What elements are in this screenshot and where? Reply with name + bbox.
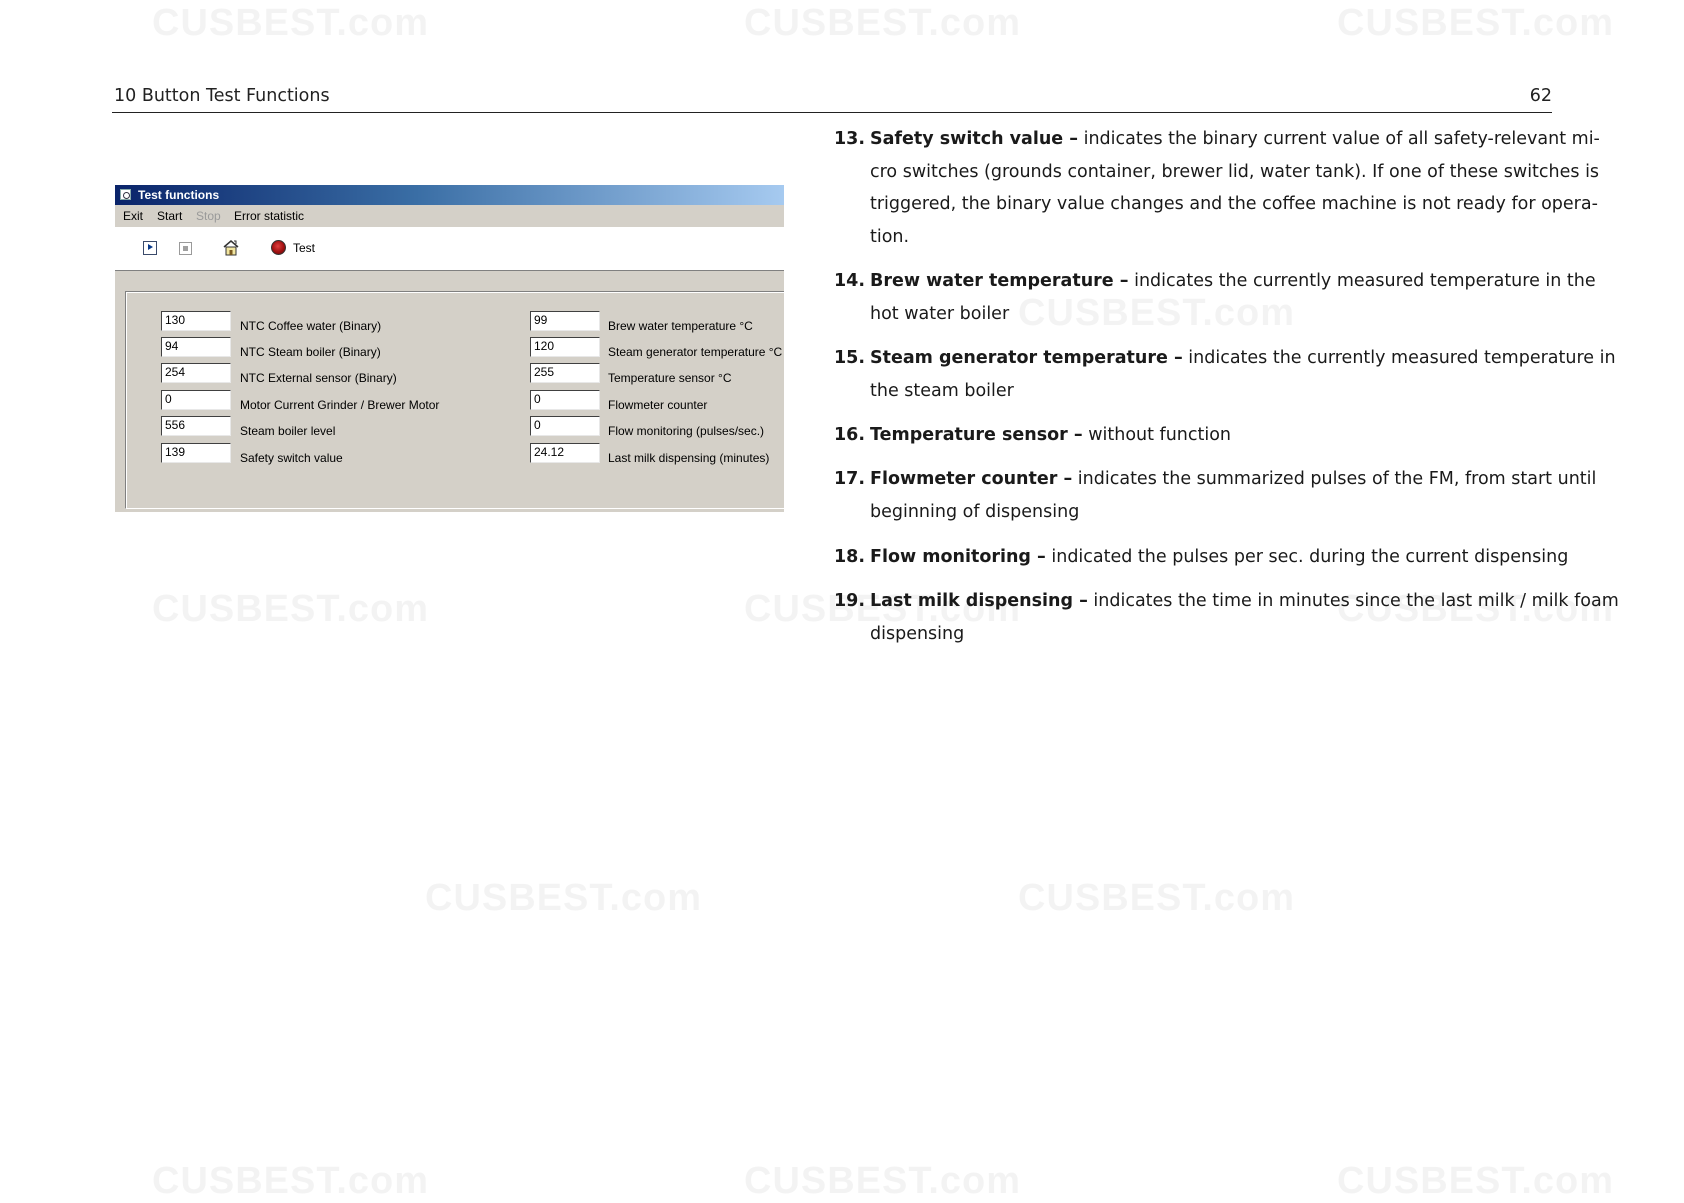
item-text: cro switches (grounds container, brewer lid, water tank). If one of these switches is bbox=[870, 161, 1600, 182]
ntc-steam-boiler-label: NTC Steam boiler (Binary) bbox=[240, 345, 381, 359]
item-number: 16. bbox=[834, 425, 866, 445]
item-text: dispensing bbox=[870, 623, 965, 644]
steam-boiler-level-field[interactable]: 556 bbox=[161, 416, 231, 436]
menu-exit[interactable]: Exit bbox=[123, 209, 144, 223]
watermark bbox=[1018, 877, 1295, 920]
safety-switch-field[interactable]: 139 bbox=[161, 443, 231, 463]
app-icon bbox=[120, 189, 131, 200]
ntc-coffee-water-label: NTC Coffee water (Binary) bbox=[240, 319, 382, 333]
item-text: indicates the binary current value of all safety-relevant mi- bbox=[1078, 129, 1600, 149]
item-title: Flowmeter counter – bbox=[870, 469, 1073, 489]
flow-monitoring-field[interactable]: 0 bbox=[530, 416, 600, 436]
item-text: the steam boiler bbox=[870, 380, 1014, 401]
menu-stop[interactable]: Stop bbox=[196, 209, 221, 223]
flowmeter-counter-label: Flowmeter counter bbox=[608, 398, 708, 412]
item-text: indicates the currently measured temperature in bbox=[1182, 348, 1616, 368]
watermark bbox=[1337, 1160, 1614, 1203]
item-title: Safety switch value – bbox=[870, 129, 1079, 149]
ntc-external-sensor-label: NTC External sensor (Binary) bbox=[240, 371, 397, 385]
watermark bbox=[1337, 2, 1614, 45]
last-milk-dispensing-field[interactable]: 24.12 bbox=[530, 443, 600, 463]
dialog-title: Test functions bbox=[138, 188, 220, 202]
item-title: Temperature sensor – bbox=[870, 425, 1083, 445]
test-button-label[interactable]: Test bbox=[293, 241, 316, 255]
test-functions-dialog bbox=[115, 185, 784, 512]
ntc-steam-boiler-field[interactable]: 94 bbox=[161, 337, 231, 357]
motor-current-label: Motor Current Grinder / Brewer Motor bbox=[240, 398, 440, 412]
item-title: Last milk dispensing – bbox=[870, 591, 1088, 611]
flowmeter-counter-field[interactable]: 0 bbox=[530, 390, 600, 410]
stop-icon[interactable] bbox=[179, 242, 192, 255]
watermark bbox=[744, 2, 1021, 45]
item-text: beginning of dispensing bbox=[870, 501, 1080, 522]
home-icon[interactable] bbox=[222, 239, 240, 256]
dialog-titlebar bbox=[115, 185, 784, 205]
watermark bbox=[152, 588, 429, 631]
menu-start[interactable]: Start bbox=[157, 209, 183, 223]
flow-monitoring-label: Flow monitoring (pulses/sec.) bbox=[608, 424, 765, 438]
item-text: indicates the time in minutes since the last milk / milk foam bbox=[1087, 591, 1619, 611]
ntc-coffee-water-field[interactable]: 130 bbox=[161, 311, 231, 331]
watermark bbox=[744, 1160, 1021, 1203]
item-number: 13. bbox=[834, 129, 866, 149]
item-text: hot water boiler bbox=[870, 303, 1010, 324]
temperature-sensor-label: Temperature sensor °C bbox=[608, 371, 732, 385]
test-record-icon[interactable] bbox=[271, 240, 286, 255]
start-icon[interactable] bbox=[143, 241, 157, 255]
item-number: 14. bbox=[834, 271, 866, 291]
motor-current-field[interactable]: 0 bbox=[161, 390, 231, 410]
item-title: Steam generator temperature – bbox=[870, 348, 1183, 368]
steam-generator-temp-field[interactable]: 120 bbox=[530, 337, 600, 357]
item-text: indicates the currently measured temperature in the bbox=[1128, 271, 1596, 291]
temperature-sensor-field[interactable]: 255 bbox=[530, 363, 600, 383]
ntc-external-sensor-field[interactable]: 254 bbox=[161, 363, 231, 383]
brew-water-temp-label: Brew water temperature °C bbox=[608, 319, 753, 333]
safety-switch-label: Safety switch value bbox=[240, 451, 343, 465]
last-milk-dispensing-label: Last milk dispensing (minutes) bbox=[608, 451, 770, 465]
page-header bbox=[112, 84, 1552, 113]
item-number: 19. bbox=[834, 591, 866, 611]
item-text: tion. bbox=[870, 226, 910, 247]
item-number: 15. bbox=[834, 348, 866, 368]
steam-boiler-level-label: Steam boiler level bbox=[240, 424, 336, 438]
item-number: 17. bbox=[834, 469, 866, 489]
item-title: Flow monitoring – bbox=[870, 547, 1046, 567]
toolbar bbox=[115, 227, 784, 271]
item-text: without function bbox=[1082, 425, 1232, 445]
item-text: triggered, the binary value changes and the coffee machine is not ready for opera- bbox=[870, 194, 1598, 214]
item-text: indicated the pulses per sec. during the current dispensing bbox=[1045, 547, 1569, 567]
watermark bbox=[152, 1160, 429, 1203]
steam-generator-temp-label: Steam generator temperature °C bbox=[608, 345, 783, 359]
brew-water-temp-field[interactable]: 99 bbox=[530, 311, 600, 331]
page-number: 62 bbox=[1529, 86, 1552, 106]
watermark bbox=[152, 2, 429, 45]
menubar bbox=[115, 205, 784, 227]
item-number: 18. bbox=[834, 547, 866, 567]
menu-error-statistic[interactable]: Error statistic bbox=[234, 209, 305, 223]
section-title: 10 Button Test Functions bbox=[114, 86, 330, 106]
item-text: indicates the summarized pulses of the FM, from start until bbox=[1072, 469, 1597, 489]
item-title: Brew water temperature – bbox=[870, 271, 1129, 291]
watermark bbox=[425, 877, 702, 920]
